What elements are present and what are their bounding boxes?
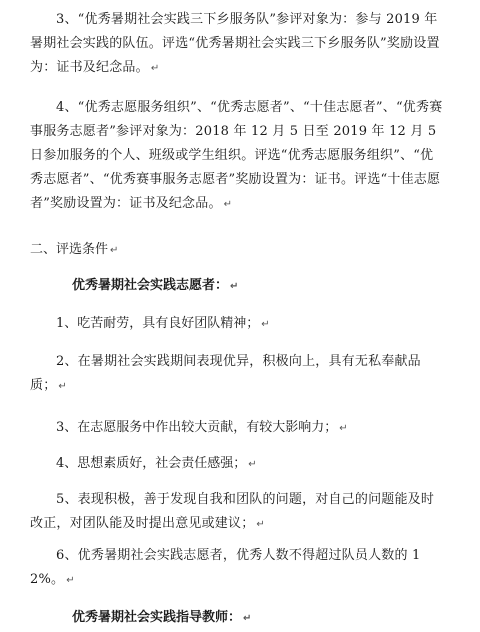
criteria-item-2 (30, 350, 444, 399)
criteria-text: 2、在暑期社会实践期间表现优异，积极向上，具有无私奉献品质； (30, 354, 421, 393)
criteria-text: 3、在志愿服务中作出较大贡献，有较大影响力； (56, 420, 338, 435)
paragraph-text: 3、“优秀暑期社会实践三下乡服务队”参评对象为：参与 2019 年暑期社会实践的队伍。评选“优秀暑期社会实践三下乡服务队”奖励设置为：证书及纪念品。 (30, 12, 440, 75)
paragraph-mark-icon: ↵ (256, 519, 265, 530)
paragraph-text: 4、“优秀志愿服务组织”、“优秀志愿者”、“十佳志愿者”、“优秀赛事服务志愿者”参评对象为：2018 年 12 月 5 日至 2019 年 12 月 5 日参加服务的个人、班级或学生组织。评选“优秀志愿服务组织”、“优秀志愿者”、“优秀赛事服务志愿者”奖励设置为：证书。评选“十佳志愿者”奖励设置为：证书及纪念品。 (30, 100, 443, 211)
criteria-item-5 (30, 488, 444, 537)
paragraph-mark-icon: ↵ (261, 319, 270, 330)
paragraph-mark-icon: ↵ (66, 575, 75, 586)
paragraph-mark-icon: ↵ (243, 613, 252, 624)
section-heading-text: 二、评选条件 (30, 242, 109, 257)
paragraph-item-4 (30, 96, 444, 217)
subheading-teacher (72, 608, 480, 629)
paragraph-mark-icon: ↵ (223, 199, 233, 210)
criteria-item-1 (56, 314, 476, 335)
criteria-item-6 (30, 544, 444, 593)
paragraph-mark-icon: ↵ (339, 423, 348, 434)
criteria-text: 1、吃苦耐劳，具有良好团队精神； (56, 316, 260, 331)
paragraph-mark-icon: ↵ (248, 459, 257, 470)
section-heading (30, 240, 450, 261)
criteria-item-4 (56, 454, 476, 475)
criteria-text: 5、表现积极，善于发现自我和团队的问题，对自己的问题能及时改正，对团队能及时提出意见或建议； (30, 492, 435, 531)
paragraph-mark-icon: ↵ (150, 63, 160, 74)
paragraph-item-3 (30, 8, 444, 81)
criteria-text: 6、优秀暑期社会实践志愿者，优秀人数不得超过队员人数的 12%。 (30, 548, 421, 587)
subheading-text: 优秀暑期社会实践指导教师： (72, 610, 242, 625)
criteria-text: 4、思想素质好，社会责任感强； (56, 456, 247, 471)
paragraph-mark-icon: ↵ (230, 281, 239, 292)
paragraph-mark-icon: ↵ (110, 245, 119, 256)
paragraph-mark-icon: ↵ (58, 381, 67, 392)
criteria-item-3 (56, 418, 476, 439)
subheading-volunteer (72, 276, 480, 297)
subheading-text: 优秀暑期社会实践志愿者： (72, 278, 229, 293)
